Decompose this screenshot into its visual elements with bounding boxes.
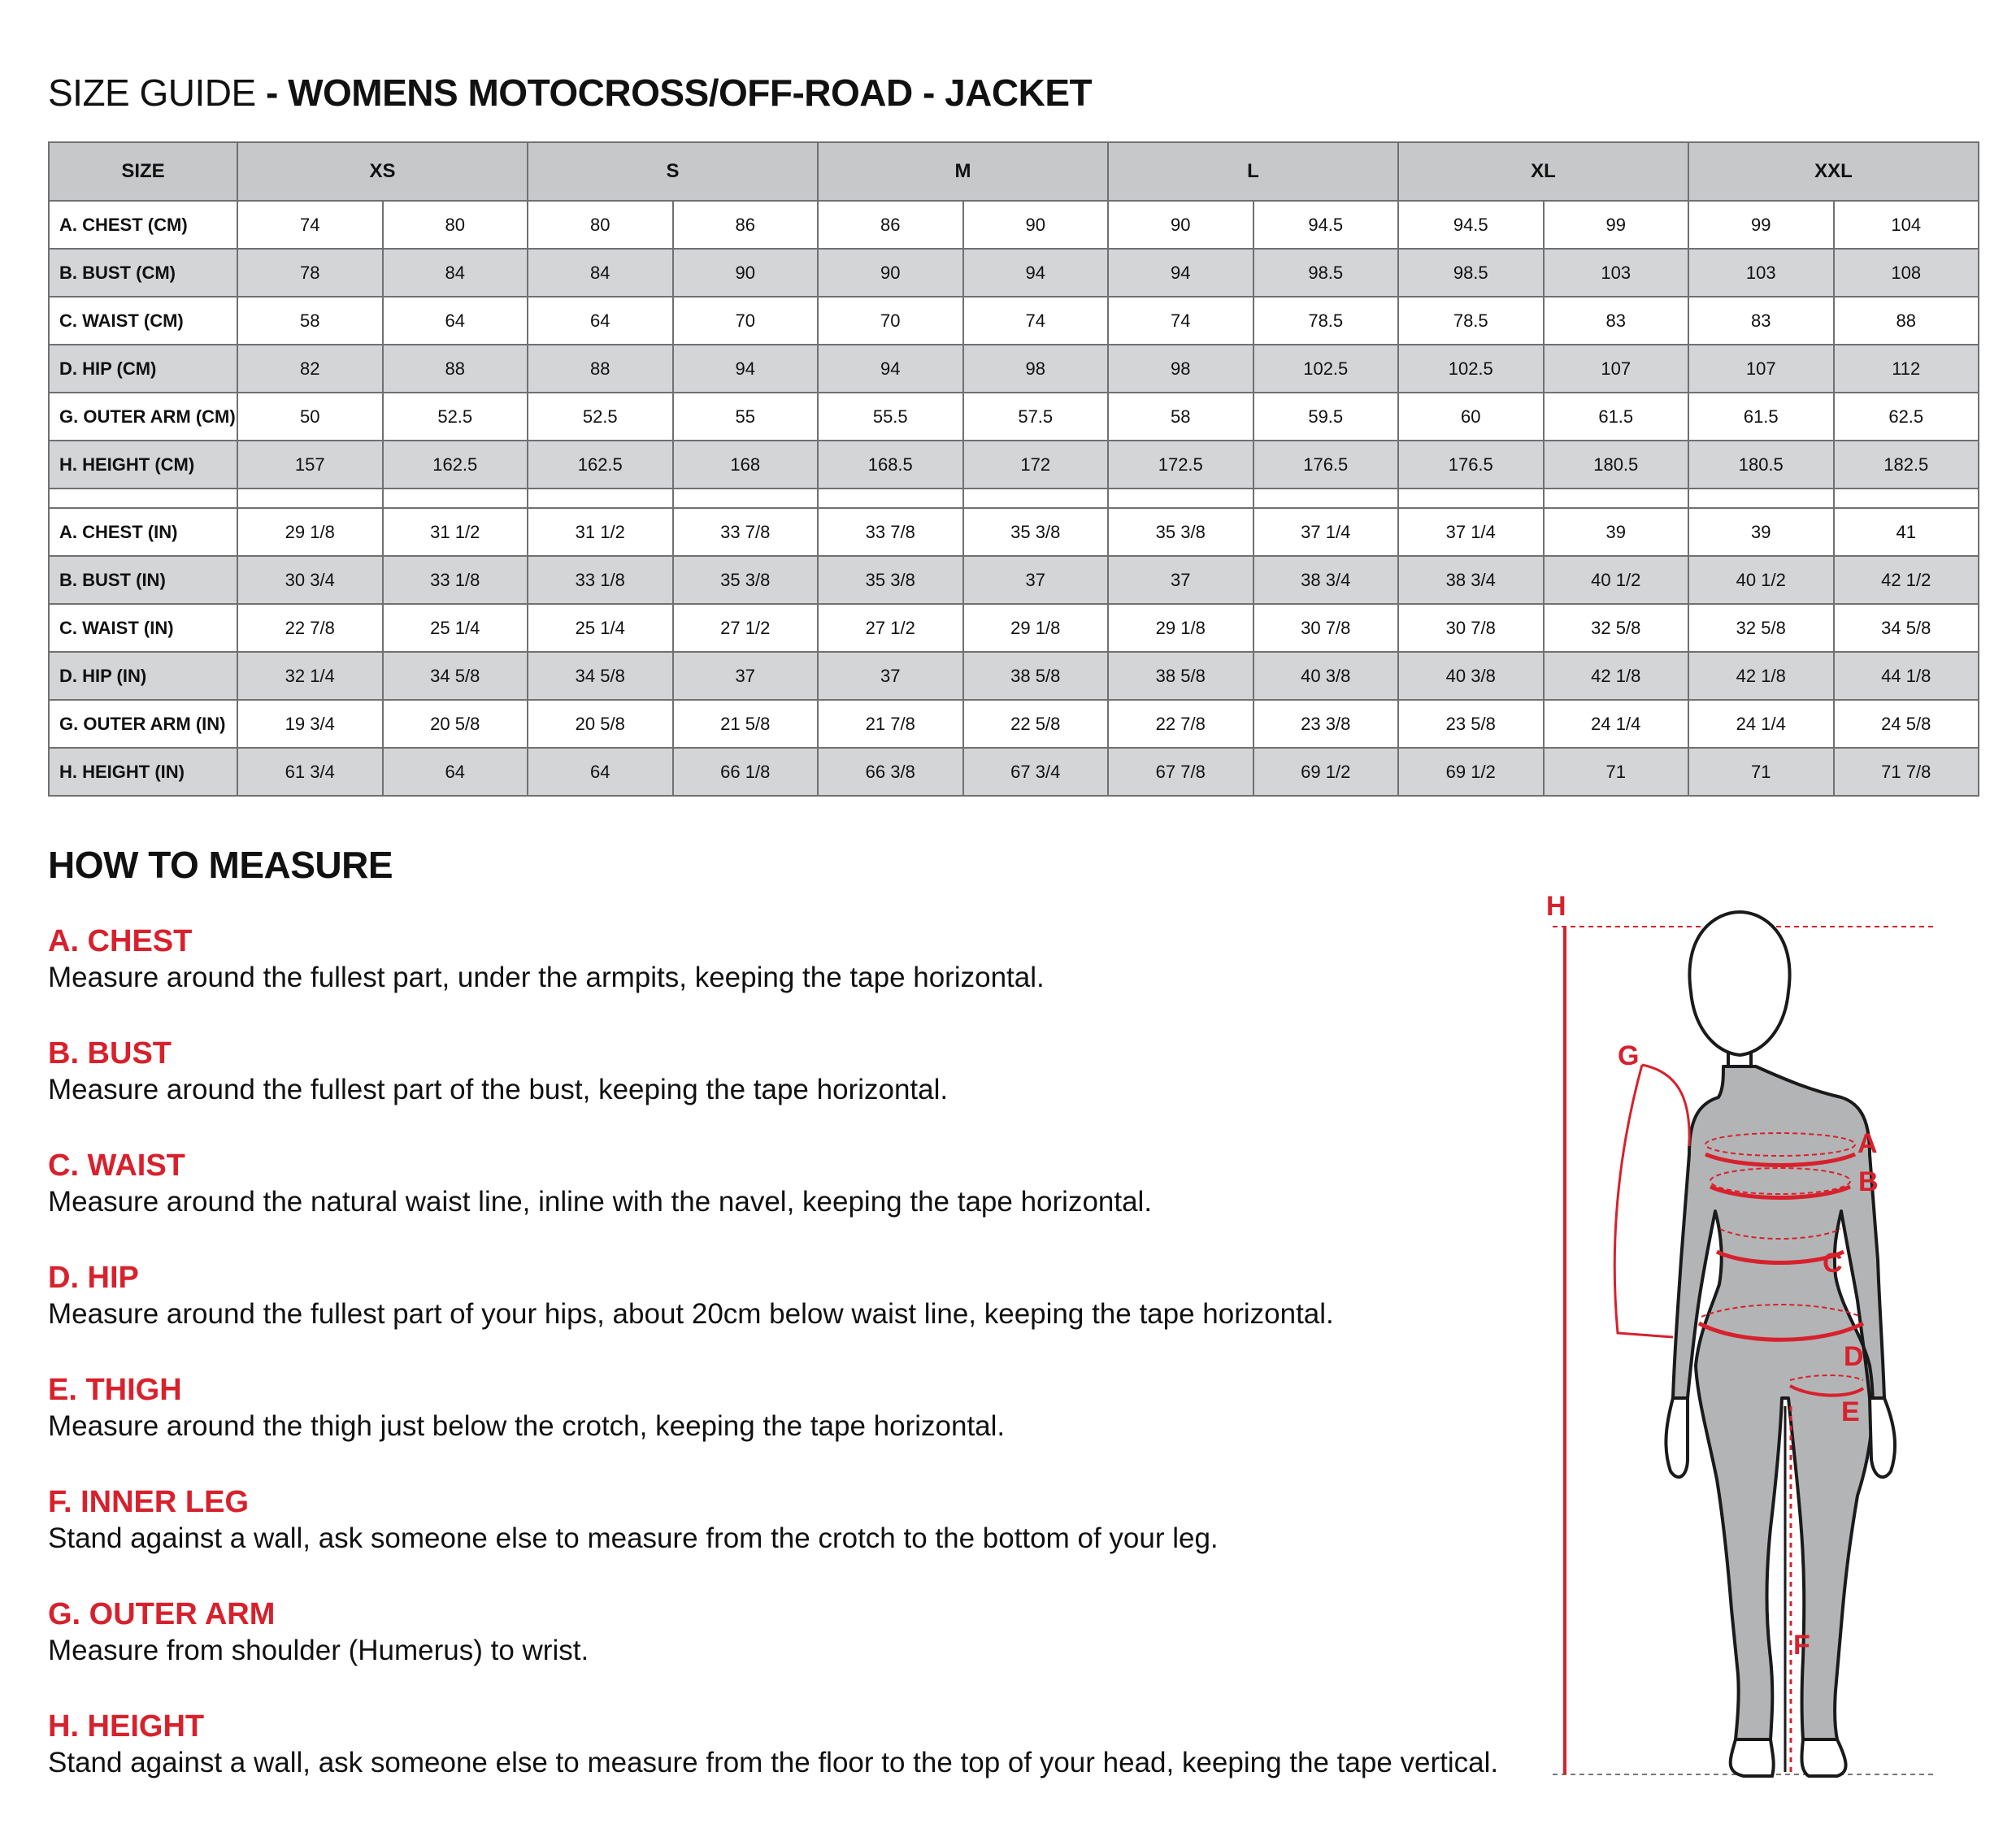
size-header-l: L xyxy=(1108,142,1398,201)
table-cell: 37 xyxy=(963,556,1109,604)
table-cell: 83 xyxy=(1688,297,1834,345)
measure-item-text: Measure around the natural waist line, inline with the navel, keeping the tape horizontal. xyxy=(48,1186,1153,1218)
table-cell: 98.5 xyxy=(1398,249,1544,297)
size-table-body xyxy=(49,201,1979,796)
measure-item-text: Measure around the fullest part of your hips, about 20cm below waist line, keeping the tape horizontal. xyxy=(48,1298,1334,1330)
measure-item xyxy=(48,1483,1511,1596)
table-cell: 58 xyxy=(1108,393,1253,441)
table-cell: 108 xyxy=(1834,249,1979,297)
table-cell: 52.5 xyxy=(528,393,673,441)
table-spacer-row xyxy=(49,489,1979,508)
table-cell: 37 1/4 xyxy=(1398,508,1544,556)
table-cell: 71 xyxy=(1544,748,1689,796)
measure-item xyxy=(48,1371,1511,1483)
spacer-cell xyxy=(1834,489,1979,508)
table-cell: 103 xyxy=(1544,249,1689,297)
table-row xyxy=(49,556,1979,604)
spacer-cell xyxy=(49,489,237,508)
table-cell: 102.5 xyxy=(1398,345,1544,393)
table-cell: 25 1/4 xyxy=(528,604,673,652)
table-cell: 31 1/2 xyxy=(528,508,673,556)
table-cell: 67 3/4 xyxy=(963,748,1109,796)
row-label: G. OUTER ARM (CM) xyxy=(49,393,237,441)
table-cell: 25 1/4 xyxy=(383,604,528,652)
table-cell: 94 xyxy=(1108,249,1253,297)
table-cell: 107 xyxy=(1688,345,1834,393)
row-label: C. WAIST (CM) xyxy=(49,297,237,345)
table-cell: 38 3/4 xyxy=(1253,556,1399,604)
table-cell: 39 xyxy=(1688,508,1834,556)
spacer-cell xyxy=(237,489,383,508)
table-cell: 30 7/8 xyxy=(1253,604,1399,652)
table-cell: 37 1/4 xyxy=(1253,508,1399,556)
table-cell: 180.5 xyxy=(1544,441,1689,489)
spacer-cell xyxy=(818,489,963,508)
table-cell: 22 7/8 xyxy=(237,604,383,652)
table-cell: 30 7/8 xyxy=(1398,604,1544,652)
table-row xyxy=(49,748,1979,796)
figure-letter-d: D xyxy=(1844,1341,1864,1372)
table-row xyxy=(49,297,1979,345)
size-table xyxy=(48,141,1979,797)
row-label: H. HEIGHT (IN) xyxy=(49,748,237,796)
table-cell: 27 1/2 xyxy=(818,604,963,652)
table-cell: 99 xyxy=(1688,201,1834,249)
table-cell: 180.5 xyxy=(1688,441,1834,489)
spacer-cell xyxy=(963,489,1109,508)
body-measurement-figure xyxy=(1528,878,1951,1804)
table-cell: 42 1/8 xyxy=(1544,652,1689,700)
table-cell: 86 xyxy=(673,201,819,249)
measure-item-label: A. CHEST xyxy=(48,924,193,958)
size-header-xs: XS xyxy=(237,142,528,201)
measure-item-text: Measure from shoulder (Humerus) to wrist. xyxy=(48,1635,589,1666)
table-cell: 42 1/8 xyxy=(1688,652,1834,700)
table-cell: 94.5 xyxy=(1398,201,1544,249)
spacer-cell xyxy=(673,489,819,508)
title-main: - WOMENS MOTOCROSS/OFF-ROAD - JACKET xyxy=(266,72,1093,114)
table-cell: 98.5 xyxy=(1253,249,1399,297)
page-title xyxy=(48,68,1092,117)
figure-letter-a: A xyxy=(1857,1128,1878,1159)
table-cell: 58 xyxy=(237,297,383,345)
measure-item-label: F. INNER LEG xyxy=(48,1485,250,1519)
measure-instructions xyxy=(48,923,1511,1820)
table-cell: 94 xyxy=(673,345,819,393)
table-cell: 44 1/8 xyxy=(1834,652,1979,700)
measure-item xyxy=(48,1596,1511,1708)
measure-item-label: C. WAIST xyxy=(48,1149,185,1183)
spacer-cell xyxy=(1253,489,1399,508)
title-prefix: SIZE GUIDE xyxy=(48,72,256,114)
measure-item xyxy=(48,923,1511,1035)
table-row xyxy=(49,700,1979,748)
table-cell: 66 1/8 xyxy=(673,748,819,796)
table-row xyxy=(49,345,1979,393)
figure-letter-e: E xyxy=(1841,1396,1860,1427)
table-cell: 35 3/8 xyxy=(818,556,963,604)
table-cell: 107 xyxy=(1544,345,1689,393)
table-cell: 60 xyxy=(1398,393,1544,441)
measure-item-label: D. HIP xyxy=(48,1261,139,1295)
measure-item-label: G. OUTER ARM xyxy=(48,1597,276,1631)
table-cell: 27 1/2 xyxy=(673,604,819,652)
table-cell: 98 xyxy=(963,345,1109,393)
table-cell: 32 5/8 xyxy=(1544,604,1689,652)
table-cell: 40 1/2 xyxy=(1544,556,1689,604)
table-cell: 94 xyxy=(818,345,963,393)
measure-item xyxy=(48,1147,1511,1259)
table-cell: 40 3/8 xyxy=(1398,652,1544,700)
table-cell: 61 3/4 xyxy=(237,748,383,796)
table-cell: 24 5/8 xyxy=(1834,700,1979,748)
spacer-cell xyxy=(1108,489,1253,508)
size-header-xxl: XXL xyxy=(1688,142,1979,201)
table-cell: 74 xyxy=(237,201,383,249)
table-cell: 32 1/4 xyxy=(237,652,383,700)
table-row xyxy=(49,249,1979,297)
table-cell: 70 xyxy=(673,297,819,345)
table-row xyxy=(49,604,1979,652)
table-cell: 78.5 xyxy=(1253,297,1399,345)
table-cell: 55 xyxy=(673,393,819,441)
row-label: A. CHEST (CM) xyxy=(49,201,237,249)
table-cell: 64 xyxy=(528,748,673,796)
spacer-cell xyxy=(1398,489,1544,508)
table-cell: 55.5 xyxy=(818,393,963,441)
table-cell: 86 xyxy=(818,201,963,249)
row-label: H. HEIGHT (CM) xyxy=(49,441,237,489)
table-cell: 37 xyxy=(818,652,963,700)
table-cell: 21 7/8 xyxy=(818,700,963,748)
table-cell: 59.5 xyxy=(1253,393,1399,441)
table-cell: 157 xyxy=(237,441,383,489)
table-cell: 80 xyxy=(383,201,528,249)
size-header-m: M xyxy=(818,142,1108,201)
table-cell: 33 1/8 xyxy=(528,556,673,604)
table-cell: 168 xyxy=(673,441,819,489)
table-cell: 71 7/8 xyxy=(1834,748,1979,796)
body-figure-illustration xyxy=(1528,878,1951,1804)
table-cell: 61.5 xyxy=(1688,393,1834,441)
row-label: C. WAIST (IN) xyxy=(49,604,237,652)
table-cell: 90 xyxy=(963,201,1109,249)
figure-letter-f: F xyxy=(1793,1630,1810,1661)
table-cell: 23 5/8 xyxy=(1398,700,1544,748)
table-cell: 33 1/8 xyxy=(383,556,528,604)
size-header-s: S xyxy=(528,142,818,201)
table-cell: 74 xyxy=(1108,297,1253,345)
row-label: D. HIP (IN) xyxy=(49,652,237,700)
table-cell: 64 xyxy=(383,748,528,796)
spacer-cell xyxy=(383,489,528,508)
measure-item xyxy=(48,1035,1511,1147)
table-cell: 74 xyxy=(963,297,1109,345)
table-cell: 34 5/8 xyxy=(1834,604,1979,652)
table-cell: 39 xyxy=(1544,508,1689,556)
table-cell: 70 xyxy=(818,297,963,345)
figure-letter-b: B xyxy=(1858,1166,1879,1197)
table-cell: 80 xyxy=(528,201,673,249)
table-cell: 33 7/8 xyxy=(818,508,963,556)
table-cell: 84 xyxy=(528,249,673,297)
table-cell: 94 xyxy=(963,249,1109,297)
table-cell: 78.5 xyxy=(1398,297,1544,345)
table-cell: 20 5/8 xyxy=(383,700,528,748)
row-label: B. BUST (CM) xyxy=(49,249,237,297)
table-cell: 29 1/8 xyxy=(963,604,1109,652)
measure-item-text: Stand against a wall, ask someone else to measure from the floor to the top of your head, keeping the tape vertical. xyxy=(48,1747,1499,1778)
table-cell: 61.5 xyxy=(1544,393,1689,441)
table-cell: 38 3/4 xyxy=(1398,556,1544,604)
row-label: B. BUST (IN) xyxy=(49,556,237,604)
table-row xyxy=(49,393,1979,441)
table-cell: 112 xyxy=(1834,345,1979,393)
table-cell: 38 5/8 xyxy=(1108,652,1253,700)
table-cell: 176.5 xyxy=(1253,441,1399,489)
figure-letter-h: H xyxy=(1546,891,1566,922)
table-cell: 24 1/4 xyxy=(1688,700,1834,748)
size-header-row xyxy=(49,142,1979,201)
measure-item-label: H. HEIGHT xyxy=(48,1709,205,1744)
table-cell: 31 1/2 xyxy=(383,508,528,556)
table-cell: 83 xyxy=(1544,297,1689,345)
table-cell: 37 xyxy=(673,652,819,700)
table-cell: 29 1/8 xyxy=(1108,604,1253,652)
table-cell: 57.5 xyxy=(963,393,1109,441)
measure-item xyxy=(48,1259,1511,1371)
size-header-label: SIZE xyxy=(49,142,237,201)
table-row xyxy=(49,441,1979,489)
figure-letter-g: G xyxy=(1618,1040,1640,1071)
table-cell: 19 3/4 xyxy=(237,700,383,748)
table-cell: 88 xyxy=(383,345,528,393)
table-cell: 21 5/8 xyxy=(673,700,819,748)
table-cell: 66 3/8 xyxy=(818,748,963,796)
measure-item-text: Stand against a wall, ask someone else to measure from the crotch to the bottom of your leg. xyxy=(48,1522,1219,1554)
table-cell: 42 1/2 xyxy=(1834,556,1979,604)
table-cell: 168.5 xyxy=(818,441,963,489)
table-cell: 34 5/8 xyxy=(528,652,673,700)
table-cell: 71 xyxy=(1688,748,1834,796)
table-cell: 90 xyxy=(673,249,819,297)
table-cell: 99 xyxy=(1544,201,1689,249)
table-cell: 37 xyxy=(1108,556,1253,604)
table-cell: 90 xyxy=(818,249,963,297)
table-cell: 33 7/8 xyxy=(673,508,819,556)
table-cell: 82 xyxy=(237,345,383,393)
table-cell: 94.5 xyxy=(1253,201,1399,249)
table-cell: 35 3/8 xyxy=(673,556,819,604)
table-cell: 176.5 xyxy=(1398,441,1544,489)
table-cell: 162.5 xyxy=(383,441,528,489)
table-cell: 22 5/8 xyxy=(963,700,1109,748)
table-cell: 88 xyxy=(528,345,673,393)
measure-item xyxy=(48,1708,1511,1820)
row-label: D. HIP (CM) xyxy=(49,345,237,393)
table-cell: 78 xyxy=(237,249,383,297)
table-cell: 35 3/8 xyxy=(963,508,1109,556)
table-cell: 102.5 xyxy=(1253,345,1399,393)
table-cell: 69 1/2 xyxy=(1253,748,1399,796)
table-cell: 64 xyxy=(528,297,673,345)
table-cell: 24 1/4 xyxy=(1544,700,1689,748)
table-cell: 64 xyxy=(383,297,528,345)
table-cell: 35 3/8 xyxy=(1108,508,1253,556)
spacer-cell xyxy=(528,489,673,508)
table-cell: 62.5 xyxy=(1834,393,1979,441)
size-header-xl: XL xyxy=(1398,142,1688,201)
measure-item-text: Measure around the thigh just below the crotch, keeping the tape horizontal. xyxy=(48,1410,1006,1442)
table-cell: 32 5/8 xyxy=(1688,604,1834,652)
table-cell: 40 3/8 xyxy=(1253,652,1399,700)
figure-letter-c: C xyxy=(1823,1248,1843,1279)
table-cell: 34 5/8 xyxy=(383,652,528,700)
table-row xyxy=(49,652,1979,700)
table-cell: 50 xyxy=(237,393,383,441)
table-cell: 172 xyxy=(963,441,1109,489)
spacer-cell xyxy=(1544,489,1689,508)
table-cell: 29 1/8 xyxy=(237,508,383,556)
measure-item-label: B. BUST xyxy=(48,1036,172,1070)
table-cell: 162.5 xyxy=(528,441,673,489)
table-cell: 172.5 xyxy=(1108,441,1253,489)
table-cell: 22 7/8 xyxy=(1108,700,1253,748)
measure-item-text: Measure around the fullest part of the bust, keeping the tape horizontal. xyxy=(48,1074,949,1105)
table-cell: 67 7/8 xyxy=(1108,748,1253,796)
table-cell: 38 5/8 xyxy=(963,652,1109,700)
how-to-measure-heading: HOW TO MEASURE xyxy=(48,844,393,886)
table-cell: 52.5 xyxy=(383,393,528,441)
table-row xyxy=(49,201,1979,249)
row-label: A. CHEST (IN) xyxy=(49,508,237,556)
table-cell: 98 xyxy=(1108,345,1253,393)
spacer-cell xyxy=(1688,489,1834,508)
table-cell: 20 5/8 xyxy=(528,700,673,748)
table-cell: 182.5 xyxy=(1834,441,1979,489)
table-cell: 84 xyxy=(383,249,528,297)
table-cell: 90 xyxy=(1108,201,1253,249)
row-label: G. OUTER ARM (IN) xyxy=(49,700,237,748)
measure-item-text: Measure around the fullest part, under the armpits, keeping the tape horizontal. xyxy=(48,962,1045,993)
measure-item-label: E. THIGH xyxy=(48,1373,182,1407)
table-cell: 69 1/2 xyxy=(1398,748,1544,796)
table-cell: 23 3/8 xyxy=(1253,700,1399,748)
table-cell: 104 xyxy=(1834,201,1979,249)
table-row xyxy=(49,508,1979,556)
table-cell: 30 3/4 xyxy=(237,556,383,604)
table-cell: 40 1/2 xyxy=(1688,556,1834,604)
table-cell: 88 xyxy=(1834,297,1979,345)
table-cell: 103 xyxy=(1688,249,1834,297)
table-cell: 41 xyxy=(1834,508,1979,556)
